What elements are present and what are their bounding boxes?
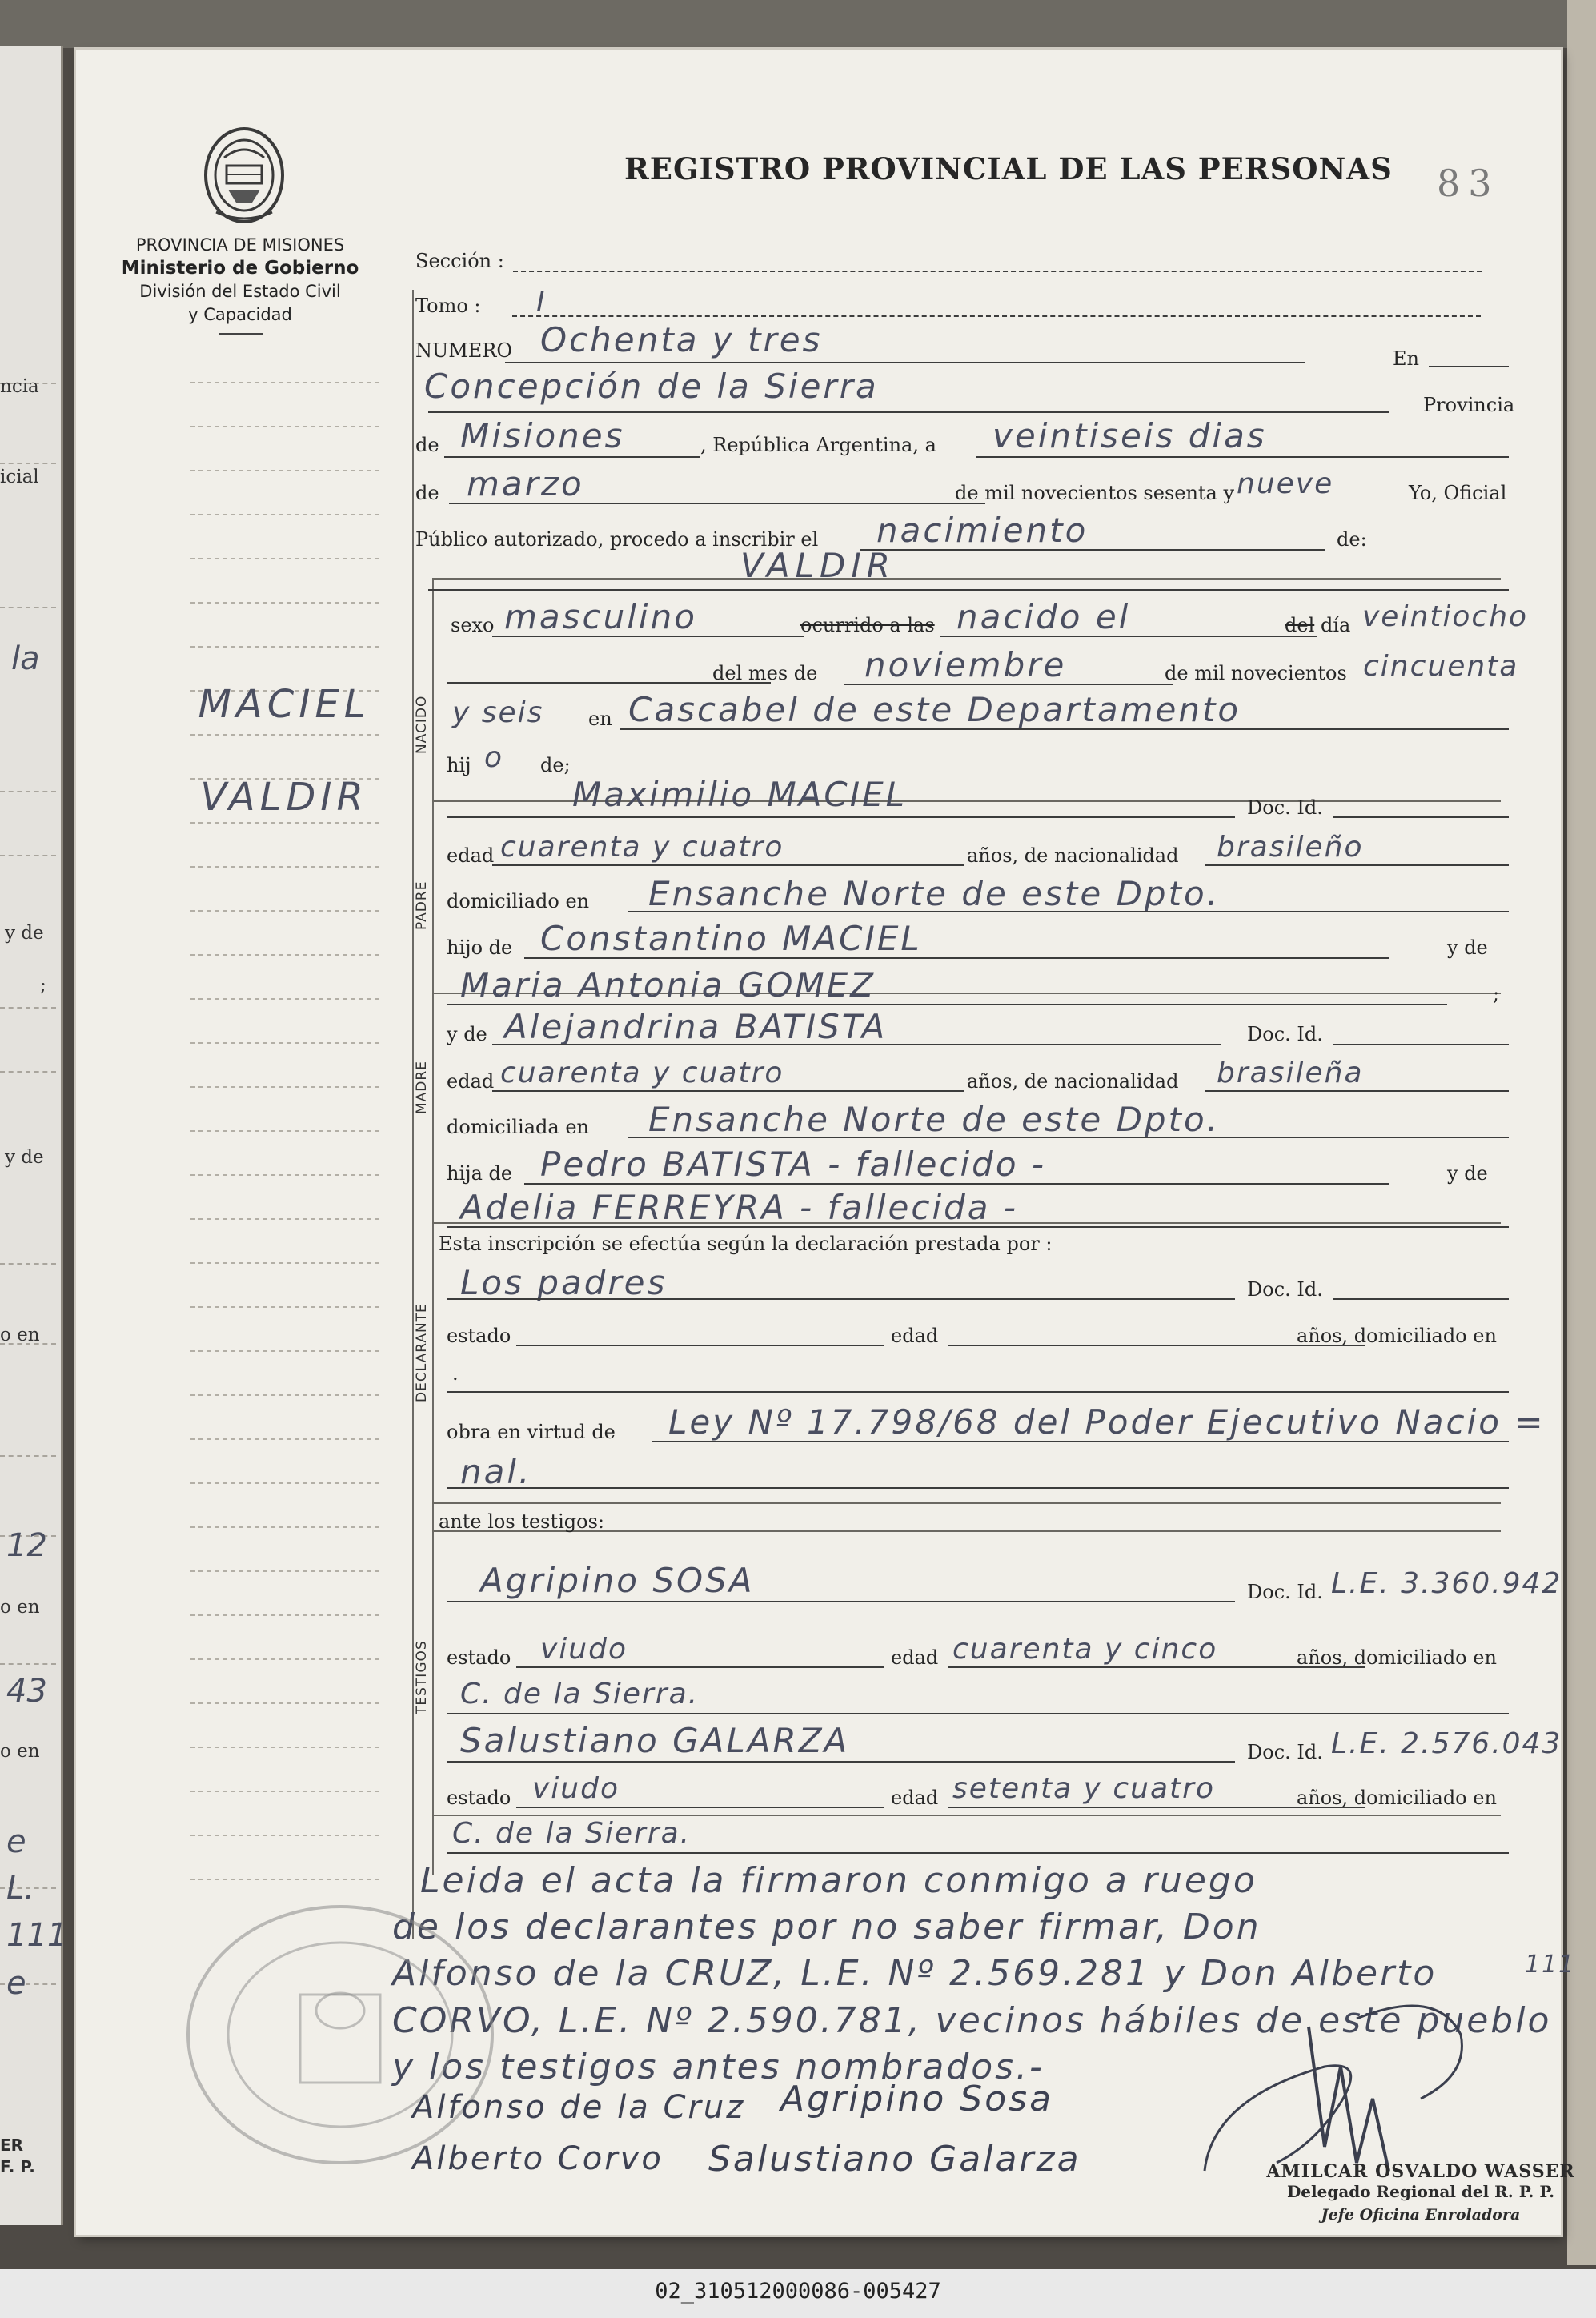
en-label: En — [1393, 347, 1419, 370]
testigo1-doc-label: Doc. Id. — [1247, 1581, 1323, 1603]
testigo1-edad: cuarenta y cinco — [952, 1633, 1218, 1666]
testigos-intro: ante los testigos: — [439, 1510, 605, 1533]
previous-page-text: ER — [0, 2136, 24, 2155]
delegado-role: Delegado Regional del R. P. P. — [1286, 2182, 1555, 2201]
testigo2-estado-label: estado — [447, 1787, 511, 1809]
image-id-caption: 02_310512000086-005427 — [655, 2279, 941, 2304]
previous-page-rule — [0, 791, 56, 792]
closing-line-4: CORVO, L.E. Nº 2.590.781, vecinos hábiles de este pueblo — [392, 2000, 1552, 2041]
declarante-dot: . — [452, 1362, 459, 1385]
folio-number: 83 — [1437, 162, 1500, 205]
testigo2-dom-label: años, domiciliado en — [1297, 1787, 1497, 1809]
declarante-dom-label: años, domiciliado en — [1297, 1325, 1497, 1347]
obra-value: Ley Nº 17.798/68 del Poder Ejecutivo Nacio = — [668, 1402, 1546, 1442]
madre-hija-label: hija de — [447, 1162, 513, 1185]
previous-page-rule — [0, 1007, 56, 1009]
previous-page-handwriting: e — [6, 1965, 26, 2002]
de-label: de — [415, 434, 439, 456]
previous-page-rule — [0, 463, 56, 464]
dia-value: veintiocho — [1362, 600, 1529, 633]
mes-label: del mes de — [712, 662, 818, 684]
section-tab-madre: MADRE — [414, 1061, 430, 1114]
seccion-label: Sección : — [415, 250, 504, 272]
madre-dom-label: domiciliada en — [447, 1116, 589, 1138]
registry-page — [76, 50, 1576, 2235]
sexo-label: sexo — [451, 614, 495, 636]
previous-page-handwriting: 43 — [6, 1673, 47, 1710]
declarante-edad-label: edad — [891, 1325, 939, 1347]
previous-page-text: icial — [0, 467, 39, 487]
declarante-doc-label: Doc. Id. — [1247, 1278, 1323, 1301]
testigo2-edad-label: edad — [891, 1787, 939, 1809]
padre-name: Maximilio MACIEL — [572, 775, 908, 814]
testigo2-doc-label: Doc. Id. — [1247, 1741, 1323, 1763]
del-label: del — [1285, 614, 1315, 636]
madre-edad-value: cuarenta y cuatro — [500, 1057, 784, 1089]
republica-label: , República Argentina, a — [700, 434, 936, 456]
testigo2-dom: C. de la Sierra. — [452, 1817, 692, 1850]
anio-value: cincuenta — [1363, 650, 1519, 683]
previous-page-rule — [0, 607, 56, 608]
testigo1-name: Agripino SOSA — [480, 1561, 755, 1600]
padre-dom-value: Ensanche Norte de este Dpto. — [648, 874, 1221, 913]
previous-page-rule — [0, 1663, 56, 1665]
background-top — [0, 0, 1596, 48]
testigo2-name: Salustiano GALARZA — [460, 1721, 850, 1760]
ocurrido-label: ocurrido a las — [800, 614, 935, 636]
book-spine — [1567, 0, 1596, 2265]
madre-nac-value: brasileña — [1217, 1057, 1364, 1089]
act-value: nacimiento — [876, 511, 1089, 550]
hijo-value: o — [484, 741, 504, 774]
madre-nac-label: años, de nacionalidad — [967, 1070, 1179, 1093]
madre-yde2-label: y de — [1447, 1162, 1488, 1185]
section-tab-padre: PADRE — [414, 880, 430, 930]
declarante-estado-label: estado — [447, 1325, 511, 1347]
padre-yde-label: y de — [1447, 936, 1488, 959]
testigo1-dom: C. de la Sierra. — [460, 1678, 700, 1710]
signature-2: Agripino Sosa — [780, 2079, 1054, 2119]
nacido-value: nacido el — [956, 597, 1131, 636]
obra-value-2: nal. — [460, 1452, 532, 1491]
closing-line-2: de los declarantes por no saber firmar, Don — [392, 1907, 1261, 1947]
dia-label: día — [1321, 614, 1351, 636]
madre-dom-value: Ensanche Norte de este Dpto. — [648, 1100, 1221, 1139]
oficial-label: Yo, Oficial — [1409, 482, 1507, 504]
delegado-office: Jefe Oficina Enroladora — [1321, 2206, 1521, 2224]
previous-page-rule — [0, 1263, 56, 1265]
mes-value: noviembre — [864, 645, 1067, 684]
month-value: marzo — [467, 464, 584, 503]
section-tab-declarante: DECLARANTE — [414, 1303, 430, 1402]
ministry-label: Ministerio de Gobierno — [121, 258, 359, 279]
testigo1-edad-label: edad — [891, 1646, 939, 1669]
province-label: PROVINCIA DE MISIONES — [135, 235, 345, 255]
tomo-value: I — [536, 286, 547, 319]
place-value: Concepción de la Sierra — [424, 367, 879, 406]
padre-dom-label: domiciliado en — [447, 890, 590, 912]
tomo-label: Tomo : — [415, 295, 481, 317]
previous-page-handwriting: e — [6, 1823, 26, 1860]
delegado-signature-icon — [76, 50, 1561, 2235]
closing-margin-mark: 111 — [1525, 1951, 1576, 1979]
padre-edad-label: edad — [447, 844, 495, 867]
previous-page-rule — [0, 1071, 56, 1073]
previous-page-text: o en — [0, 1597, 40, 1618]
delegado-name: AMILCAR OSVALDO WASSER — [1266, 2161, 1575, 2182]
madre-doc-label: Doc. Id. — [1247, 1023, 1323, 1045]
provincia-label: Provincia — [1423, 394, 1515, 416]
numero-label: NUMERO — [415, 339, 513, 362]
page-title: REGISTRO PROVINCIAL DE LAS PERSONAS — [624, 151, 1393, 186]
closing-line-1: Leida el acta la firmaron conmigo a ruego — [420, 1860, 1257, 1901]
publico-label: Público autorizado, procedo a inscribir el — [415, 528, 819, 551]
province-value: Misiones — [460, 416, 625, 455]
previous-page-handwriting: L. — [6, 1870, 34, 1907]
anio-label: de mil novecientos — [1165, 662, 1347, 684]
sexo-value: masculino — [504, 597, 697, 636]
madre-mother-value: Adelia FERREYRA - fallecida - — [460, 1188, 1019, 1227]
margin-surname: MACIEL — [198, 682, 371, 727]
month-de-label: de — [415, 482, 439, 504]
day-value: veintiseis dias — [992, 416, 1267, 455]
de2-label: de: — [1337, 528, 1367, 551]
testigo1-estado-label: estado — [447, 1646, 511, 1669]
previous-page-text: ncia — [0, 376, 39, 397]
section-tab-nacido: NACIDO — [414, 695, 430, 754]
nacido-en-label: en — [588, 708, 612, 730]
testigo1-doc: L.E. 3.360.942 — [1331, 1567, 1562, 1600]
previous-page-handwriting: 111 — [6, 1917, 68, 1954]
padre-edad-value: cuarenta y cuatro — [500, 831, 784, 864]
section-tab-testigos: TESTIGOS — [414, 1640, 430, 1714]
testigo2-doc: L.E. 2.576.043 — [1331, 1727, 1562, 1760]
madre-name: Alejandrina BATISTA — [504, 1007, 888, 1046]
padre-nac-label: años, de nacionalidad — [967, 844, 1179, 867]
padre-hijo-label: hijo de — [447, 936, 513, 959]
closing-line-5: y los testigos antes nombrados.- — [392, 2047, 1045, 2087]
madre-edad-label: edad — [447, 1070, 495, 1093]
testigo2-estado: viudo — [532, 1772, 620, 1805]
padre-mother-value: Maria Antonia GOMEZ — [460, 965, 876, 1005]
previous-page-text: y de — [5, 923, 44, 944]
signature-1: Alfonso de la Cruz — [412, 2089, 746, 2126]
lugar-value: Cascabel de este Departamento — [628, 690, 1241, 729]
previous-page-rule — [0, 855, 56, 856]
madre-yde-label: y de — [447, 1023, 487, 1045]
testigo1-dom-label: años, domiciliado en — [1297, 1646, 1497, 1669]
obra-label: obra en virtud de — [447, 1421, 616, 1443]
year-label: de mil novecientos sesenta y — [955, 482, 1235, 504]
hijo-label: hij — [447, 754, 471, 776]
division-label: División del Estado Civil — [139, 282, 341, 301]
closing-line-3: Alfonso de la CRUZ, L.E. Nº 2.569.281 y Don Alberto — [392, 1953, 1438, 1994]
padre-semicolon: ; — [1493, 983, 1500, 1005]
padre-nac-value: brasileño — [1217, 831, 1364, 864]
testigo2-edad: setenta y cuatro — [952, 1772, 1215, 1805]
testigo1-estado: viudo — [540, 1633, 628, 1666]
anio-value-2: y seis — [452, 696, 544, 729]
child-name: VALDIR — [740, 546, 896, 585]
numero-value: Ochenta y tres — [540, 320, 823, 359]
declarante-intro: Esta inscripción se efectúa según la declaración prestada por : — [439, 1233, 1053, 1255]
previous-page-text: ; — [40, 975, 46, 996]
previous-page-text: o en — [0, 1325, 40, 1345]
capacity-label: y Capacidad — [188, 305, 292, 324]
previous-page-handwriting: la — [11, 640, 40, 677]
delegado-block — [1253, 2161, 1589, 2224]
padre-father-value: Constantino MACIEL — [540, 919, 922, 958]
madre-father-value: Pedro BATISTA - fallecido - — [540, 1145, 1047, 1184]
signature-3: Alberto Corvo — [412, 2140, 664, 2177]
hijo-de-label: de; — [540, 754, 571, 776]
previous-page-text: y de — [5, 1147, 44, 1168]
margin-given-name: VALDIR — [200, 775, 368, 820]
previous-page-handwriting: 12 — [6, 1527, 47, 1564]
previous-page-text: F. P. — [0, 2157, 35, 2176]
previous-page-rule — [0, 1455, 56, 1457]
signature-4: Salustiano Galarza — [708, 2139, 1081, 2180]
declarante-name: Los padres — [460, 1263, 668, 1302]
previous-page-text: o en — [0, 1741, 40, 1762]
padre-doc-label: Doc. Id. — [1247, 796, 1323, 819]
year-value: nueve — [1237, 467, 1334, 500]
